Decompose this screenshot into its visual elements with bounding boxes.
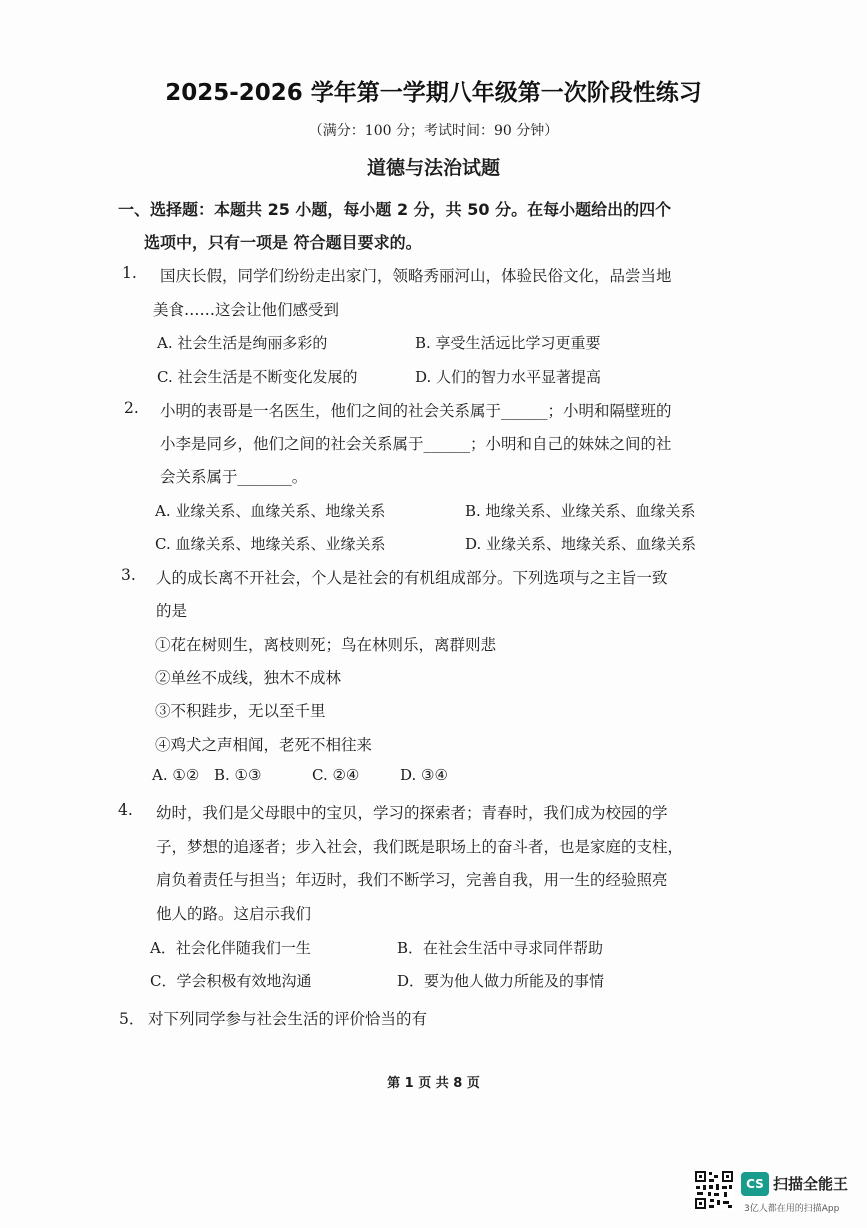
option-b: B. ①③ <box>214 766 262 784</box>
scanner-logo: CS <box>741 1172 769 1196</box>
question-text: 对下列同学参与社会生活的评价恰当的有 <box>148 1010 428 1028</box>
option-a: A. 业缘关系、血缘关系、地缘关系 <box>155 502 386 520</box>
qr-code-icon <box>694 1170 734 1210</box>
option-b: B. 享受生活远比学习更重要 <box>415 334 601 352</box>
question-text: 小明的表哥是一名医生，他们之间的社会关系属于______；小明和隔壁班的 <box>160 402 672 420</box>
statement-item: ②单丝不成线，独木不成林 <box>155 669 342 687</box>
section-heading-line2: 选项中，只有一项是 符合题目要求的。 <box>144 233 422 252</box>
question-text: 幼时，我们是父母眼中的宝贝，学习的探索者；青春时，我们成为校园的学 <box>156 804 668 822</box>
scanner-tagline: 3亿人都在用的扫描App <box>744 1204 840 1214</box>
scanner-brand: 扫描全能王 <box>773 1175 849 1193</box>
page-number: 第 1 页 共 8 页 <box>387 1076 480 1091</box>
question-text: 子，梦想的追逐者；步入社会，我们既是职场上的奋斗者，也是家庭的支柱， <box>156 838 684 856</box>
option-a: A．社会化伴随我们一生 <box>150 939 311 957</box>
statement-item: ①花在树则生，离枝则死；鸟在林则乐，离群则悲 <box>155 636 497 654</box>
question-number: 5． <box>119 1010 145 1028</box>
option-d: D. 业缘关系、地缘关系、血缘关系 <box>465 535 697 553</box>
question-number: 4. <box>118 801 133 819</box>
page-title: 2025-2026 学年第一学期八年级第一次阶段性练习 <box>165 80 702 106</box>
option-c: C．学会积极有效地沟通 <box>150 972 312 990</box>
question-text: 会关系属于_______。 <box>160 468 308 486</box>
subject-title: 道德与法治试题 <box>366 157 500 179</box>
option-d: D．要为他人做力所能及的事情 <box>397 972 605 990</box>
section-heading-line1: 一、选择题：本题共 25 小题，每小题 2 分，共 50 分。在每小题给出的四个 <box>118 200 672 219</box>
option-c: C. 血缘关系、地缘关系、业缘关系 <box>155 535 386 553</box>
question-text: 的是 <box>156 602 188 620</box>
option-d: D. ③④ <box>400 766 448 784</box>
option-c: C. 社会生活是不断变化发展的 <box>157 368 358 386</box>
question-number: 3. <box>121 566 136 584</box>
option-c: C. ②④ <box>312 766 360 784</box>
question-text: 肩负着责任与担当；年迈时，我们不断学习，完善自我，用一生的经验照亮 <box>156 871 668 889</box>
exam-meta: （满分：100 分；考试时间：90 分钟） <box>308 123 559 139</box>
question-text: 人的成长离不开社会，个人是社会的有机组成部分。下列选项与之主旨一致 <box>156 569 668 587</box>
question-number: 2. <box>124 399 139 417</box>
option-a: A. 社会生活是绚丽多彩的 <box>157 334 328 352</box>
question-text: 他人的路。这启示我们 <box>156 905 312 923</box>
option-a: A. ①② <box>152 766 200 784</box>
option-b: B．在社会生活中寻求同伴帮助 <box>397 939 604 957</box>
question-text: 美食……这会让他们感受到 <box>153 301 340 319</box>
statement-item: ④鸡犬之声相闻，老死不相往来 <box>155 736 373 754</box>
statement-item: ③不积跬步，无以至千里 <box>155 702 326 720</box>
question-text: 国庆长假，同学们纷纷走出家门，领略秀丽河山，体验民俗文化，品尝当地 <box>160 267 672 285</box>
option-d: D. 人们的智力水平显著提高 <box>415 368 602 386</box>
question-text: 小李是同乡，他们之间的社会关系属于______；小明和自己的妹妹之间的社 <box>160 435 672 453</box>
question-number: 1. <box>122 264 137 282</box>
option-b: B. 地缘关系、业缘关系、血缘关系 <box>465 502 696 520</box>
